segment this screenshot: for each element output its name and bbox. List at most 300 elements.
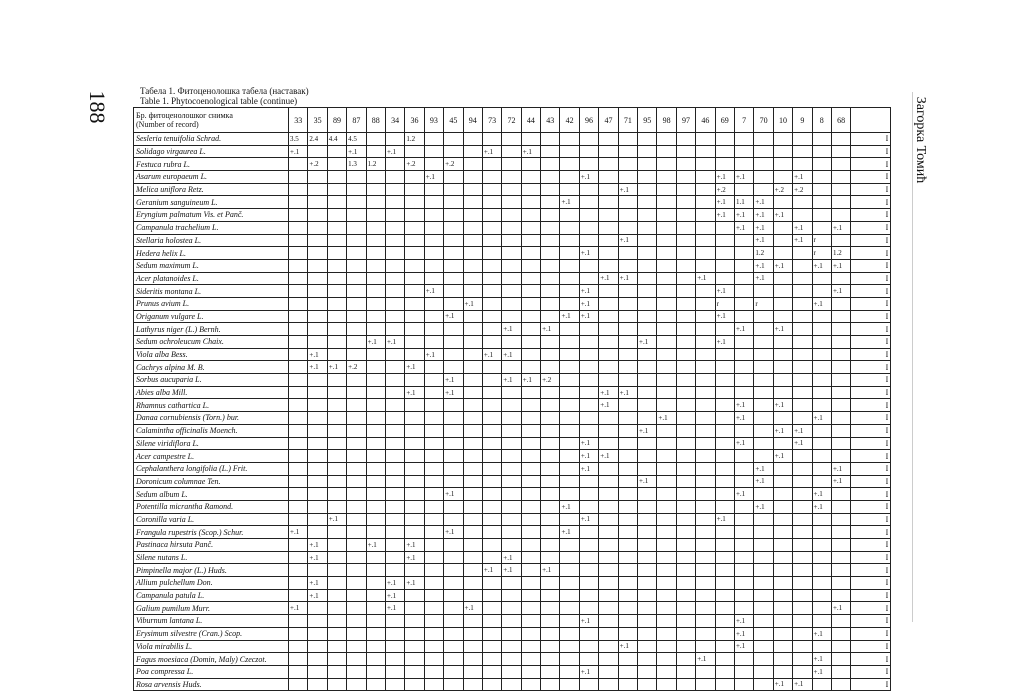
abundance-cell <box>754 183 773 196</box>
abundance-cell: +.1 <box>424 348 443 361</box>
abundance-cell <box>657 361 676 374</box>
abundance-cell <box>599 209 618 222</box>
abundance-cell: +.1 <box>502 374 521 387</box>
record-column-header: 43 <box>541 108 560 133</box>
abundance-cell: +.1 <box>541 564 560 577</box>
abundance-cell: +.1 <box>482 348 501 361</box>
abundance-cell <box>831 551 850 564</box>
abundance-cell <box>793 450 812 463</box>
abundance-cell <box>347 615 366 628</box>
abundance-cell <box>696 285 715 298</box>
abundance-cell <box>676 450 695 463</box>
abundance-cell <box>405 247 424 260</box>
abundance-cell <box>444 577 463 590</box>
abundance-cell: +.1 <box>444 386 463 399</box>
abundance-cell <box>482 412 501 425</box>
abundance-cell <box>289 577 308 590</box>
abundance-cell <box>773 602 792 615</box>
abundance-cell <box>754 348 773 361</box>
abundance-cell <box>482 424 501 437</box>
abundance-cell <box>657 488 676 501</box>
abundance-cell <box>560 323 579 336</box>
abundance-cell <box>289 361 308 374</box>
abundance-cell <box>289 234 308 247</box>
table-row <box>134 577 891 590</box>
abundance-cell <box>793 615 812 628</box>
abundance-cell <box>308 615 327 628</box>
species-name: Sesleria tenuifolia Schrad. <box>134 133 289 146</box>
abundance-cell <box>657 196 676 209</box>
abundance-cell <box>327 221 346 234</box>
species-name: Viola mirabilis L. <box>134 640 289 653</box>
abundance-cell <box>773 665 792 678</box>
abundance-cell <box>812 171 831 184</box>
abundance-cell <box>463 665 482 678</box>
abundance-cell <box>482 234 501 247</box>
abundance-cell <box>638 500 657 513</box>
abundance-cell <box>385 627 404 640</box>
abundance-cell <box>366 513 385 526</box>
abundance-cell <box>521 348 540 361</box>
abundance-cell <box>773 386 792 399</box>
abundance-cell <box>734 475 753 488</box>
abundance-cell <box>657 285 676 298</box>
abundance-cell <box>793 640 812 653</box>
abundance-cell: +.1 <box>599 272 618 285</box>
abundance-cell <box>599 424 618 437</box>
abundance-cell <box>541 247 560 260</box>
abundance-cell <box>482 171 501 184</box>
abundance-cell <box>560 158 579 171</box>
abundance-cell <box>482 209 501 222</box>
abundance-cell: +.1 <box>308 589 327 602</box>
abundance-cell <box>638 374 657 387</box>
abundance-cell <box>521 196 540 209</box>
abundance-cell <box>444 627 463 640</box>
abundance-cell <box>773 577 792 590</box>
abundance-cell <box>385 171 404 184</box>
abundance-cell <box>327 678 346 691</box>
abundance-cell <box>831 653 850 666</box>
abundance-cell <box>676 399 695 412</box>
abundance-cell <box>289 399 308 412</box>
abundance-cell <box>327 310 346 323</box>
table-row <box>134 336 891 349</box>
abundance-cell <box>579 653 598 666</box>
abundance-cell <box>773 158 792 171</box>
abundance-cell <box>444 551 463 564</box>
abundance-cell <box>327 272 346 285</box>
species-name: Hedera helix L. <box>134 247 289 260</box>
abundance-cell <box>347 374 366 387</box>
abundance-cell <box>715 348 734 361</box>
abundance-cell <box>734 145 753 158</box>
constancy-cell: I <box>851 145 891 158</box>
abundance-cell <box>638 196 657 209</box>
abundance-cell <box>482 133 501 146</box>
abundance-cell <box>424 488 443 501</box>
abundance-cell <box>521 450 540 463</box>
abundance-cell <box>308 640 327 653</box>
abundance-cell: r <box>754 297 773 310</box>
table-caption <box>140 86 309 106</box>
abundance-cell <box>366 653 385 666</box>
abundance-cell <box>424 196 443 209</box>
abundance-cell: +.1 <box>521 145 540 158</box>
abundance-cell <box>560 171 579 184</box>
abundance-cell <box>676 259 695 272</box>
abundance-cell <box>638 272 657 285</box>
caption-serbian: Табела 1. Фитоценолошка табела (наставак) <box>140 86 309 96</box>
abundance-cell <box>463 348 482 361</box>
abundance-cell <box>599 374 618 387</box>
species-name: Campanula patula L. <box>134 589 289 602</box>
abundance-cell <box>715 551 734 564</box>
abundance-cell <box>618 297 637 310</box>
abundance-cell <box>502 412 521 425</box>
abundance-cell <box>405 145 424 158</box>
abundance-cell <box>696 196 715 209</box>
abundance-cell <box>444 234 463 247</box>
abundance-cell <box>308 183 327 196</box>
abundance-cell <box>502 310 521 323</box>
abundance-cell <box>754 336 773 349</box>
abundance-cell <box>327 653 346 666</box>
abundance-cell: 1.2 <box>366 158 385 171</box>
abundance-cell <box>385 133 404 146</box>
abundance-cell <box>289 500 308 513</box>
abundance-cell <box>482 361 501 374</box>
page-number: 188 <box>85 90 110 124</box>
abundance-cell <box>541 602 560 615</box>
abundance-cell <box>638 221 657 234</box>
abundance-cell <box>541 386 560 399</box>
abundance-cell: +.1 <box>289 602 308 615</box>
abundance-cell <box>812 221 831 234</box>
abundance-cell <box>599 310 618 323</box>
abundance-cell <box>715 374 734 387</box>
abundance-cell <box>405 259 424 272</box>
abundance-cell <box>444 336 463 349</box>
abundance-cell <box>812 602 831 615</box>
abundance-cell <box>502 171 521 184</box>
abundance-cell: +.1 <box>715 336 734 349</box>
abundance-cell <box>289 336 308 349</box>
abundance-cell <box>618 399 637 412</box>
abundance-cell <box>638 133 657 146</box>
abundance-cell <box>676 488 695 501</box>
abundance-cell <box>502 285 521 298</box>
abundance-cell <box>385 539 404 552</box>
abundance-cell <box>579 526 598 539</box>
abundance-cell <box>347 500 366 513</box>
constancy-cell: I <box>851 297 891 310</box>
abundance-cell <box>327 183 346 196</box>
abundance-cell: +.1 <box>560 500 579 513</box>
abundance-cell <box>754 488 773 501</box>
abundance-cell <box>521 285 540 298</box>
abundance-cell <box>773 627 792 640</box>
abundance-cell <box>618 247 637 260</box>
abundance-cell <box>831 589 850 602</box>
abundance-cell <box>541 171 560 184</box>
abundance-cell <box>327 196 346 209</box>
abundance-cell <box>482 577 501 590</box>
abundance-cell <box>754 602 773 615</box>
abundance-cell <box>638 551 657 564</box>
abundance-cell: +.1 <box>734 209 753 222</box>
abundance-cell <box>482 513 501 526</box>
abundance-cell <box>657 145 676 158</box>
abundance-cell <box>405 526 424 539</box>
table-row <box>134 183 891 196</box>
abundance-cell <box>560 348 579 361</box>
abundance-cell <box>444 462 463 475</box>
abundance-cell <box>618 221 637 234</box>
abundance-cell: 1.3 <box>347 158 366 171</box>
abundance-cell <box>831 564 850 577</box>
abundance-cell <box>444 348 463 361</box>
abundance-cell <box>347 551 366 564</box>
abundance-cell <box>599 196 618 209</box>
abundance-cell <box>715 272 734 285</box>
abundance-cell <box>385 374 404 387</box>
abundance-cell <box>696 158 715 171</box>
abundance-cell <box>560 183 579 196</box>
abundance-cell <box>657 424 676 437</box>
table-row <box>134 602 891 615</box>
abundance-cell: +.1 <box>638 475 657 488</box>
species-name: Festuca rubra L. <box>134 158 289 171</box>
abundance-cell <box>579 209 598 222</box>
abundance-cell <box>308 526 327 539</box>
record-column-header: 94 <box>463 108 482 133</box>
abundance-cell <box>579 399 598 412</box>
abundance-cell <box>638 285 657 298</box>
abundance-cell <box>541 539 560 552</box>
abundance-cell <box>385 399 404 412</box>
abundance-cell <box>793 297 812 310</box>
abundance-cell <box>521 437 540 450</box>
abundance-cell: +.1 <box>579 462 598 475</box>
abundance-cell <box>366 450 385 463</box>
abundance-cell <box>793 665 812 678</box>
abundance-cell <box>560 297 579 310</box>
record-column-header: 34 <box>385 108 404 133</box>
abundance-cell <box>405 500 424 513</box>
abundance-cell: +.1 <box>502 551 521 564</box>
abundance-cell <box>347 589 366 602</box>
abundance-cell: +.1 <box>831 285 850 298</box>
species-name: Origanum vulgare L. <box>134 310 289 323</box>
abundance-cell <box>715 615 734 628</box>
abundance-cell <box>289 386 308 399</box>
abundance-cell <box>696 513 715 526</box>
abundance-cell <box>754 665 773 678</box>
abundance-cell: +.1 <box>638 336 657 349</box>
abundance-cell <box>696 500 715 513</box>
abundance-cell <box>560 209 579 222</box>
abundance-cell <box>308 475 327 488</box>
abundance-cell <box>657 158 676 171</box>
abundance-cell <box>541 361 560 374</box>
abundance-cell: +.1 <box>579 513 598 526</box>
abundance-cell <box>289 259 308 272</box>
abundance-cell <box>463 323 482 336</box>
record-column-header: 87 <box>347 108 366 133</box>
abundance-cell <box>521 500 540 513</box>
abundance-cell <box>696 450 715 463</box>
species-name: Prunus avium L. <box>134 297 289 310</box>
abundance-cell <box>366 361 385 374</box>
constancy-cell: I <box>851 615 891 628</box>
abundance-cell <box>754 412 773 425</box>
abundance-cell <box>696 462 715 475</box>
abundance-cell <box>715 247 734 260</box>
abundance-cell <box>812 145 831 158</box>
abundance-cell <box>405 196 424 209</box>
abundance-cell <box>676 539 695 552</box>
abundance-cell <box>347 272 366 285</box>
abundance-cell <box>308 171 327 184</box>
abundance-cell <box>599 437 618 450</box>
abundance-cell <box>405 209 424 222</box>
abundance-cell <box>676 437 695 450</box>
constancy-cell: I <box>851 577 891 590</box>
constancy-cell: I <box>851 310 891 323</box>
abundance-cell <box>599 145 618 158</box>
abundance-cell <box>308 221 327 234</box>
abundance-cell <box>366 310 385 323</box>
abundance-cell <box>347 399 366 412</box>
abundance-cell <box>444 564 463 577</box>
abundance-cell <box>521 323 540 336</box>
constancy-cell: I <box>851 323 891 336</box>
species-name: Sideritis montana L. <box>134 285 289 298</box>
abundance-cell <box>579 424 598 437</box>
abundance-cell <box>560 462 579 475</box>
abundance-cell <box>502 615 521 628</box>
abundance-cell <box>424 640 443 653</box>
abundance-cell <box>638 450 657 463</box>
abundance-cell <box>618 323 637 336</box>
abundance-cell <box>676 183 695 196</box>
constancy-cell: I <box>851 653 891 666</box>
abundance-cell <box>793 285 812 298</box>
abundance-cell <box>347 513 366 526</box>
record-column-header: 44 <box>521 108 540 133</box>
abundance-cell <box>657 386 676 399</box>
abundance-cell <box>521 259 540 272</box>
abundance-cell <box>638 526 657 539</box>
abundance-cell <box>327 450 346 463</box>
abundance-cell <box>579 386 598 399</box>
abundance-cell <box>831 412 850 425</box>
abundance-cell <box>618 513 637 526</box>
record-column-header: 71 <box>618 108 637 133</box>
constancy-cell: I <box>851 133 891 146</box>
abundance-cell <box>347 259 366 272</box>
abundance-cell <box>289 462 308 475</box>
abundance-cell <box>638 259 657 272</box>
abundance-cell <box>347 653 366 666</box>
abundance-cell <box>696 488 715 501</box>
abundance-cell <box>521 247 540 260</box>
species-name: Poa compressa L. <box>134 665 289 678</box>
abundance-cell <box>289 247 308 260</box>
abundance-cell <box>463 577 482 590</box>
abundance-cell <box>347 602 366 615</box>
abundance-cell <box>793 526 812 539</box>
abundance-cell <box>831 133 850 146</box>
abundance-cell <box>696 615 715 628</box>
abundance-cell <box>289 564 308 577</box>
constancy-cell: I <box>851 272 891 285</box>
abundance-cell <box>793 259 812 272</box>
abundance-cell <box>444 475 463 488</box>
abundance-cell <box>347 424 366 437</box>
abundance-cell <box>347 171 366 184</box>
abundance-cell <box>831 577 850 590</box>
abundance-cell: +.1 <box>812 412 831 425</box>
table-header-row <box>134 108 891 133</box>
abundance-cell <box>657 221 676 234</box>
constancy-cell: I <box>851 424 891 437</box>
abundance-cell <box>773 475 792 488</box>
abundance-cell <box>347 234 366 247</box>
abundance-cell <box>773 133 792 146</box>
abundance-cell <box>560 551 579 564</box>
abundance-cell <box>289 539 308 552</box>
abundance-cell <box>444 678 463 691</box>
abundance-cell <box>463 488 482 501</box>
constancy-cell: I <box>851 361 891 374</box>
abundance-cell <box>424 259 443 272</box>
abundance-cell <box>618 551 637 564</box>
abundance-cell <box>638 171 657 184</box>
abundance-cell <box>618 615 637 628</box>
abundance-cell <box>289 627 308 640</box>
abundance-cell: +.1 <box>715 285 734 298</box>
abundance-cell <box>696 171 715 184</box>
constancy-cell: I <box>851 589 891 602</box>
abundance-cell <box>696 386 715 399</box>
abundance-cell: +.1 <box>579 450 598 463</box>
abundance-cell <box>560 678 579 691</box>
abundance-cell <box>405 310 424 323</box>
record-column-header: 97 <box>676 108 695 133</box>
abundance-cell <box>308 386 327 399</box>
abundance-cell <box>793 196 812 209</box>
abundance-cell <box>424 500 443 513</box>
abundance-cell <box>812 475 831 488</box>
abundance-cell <box>734 653 753 666</box>
abundance-cell: +.1 <box>696 653 715 666</box>
abundance-cell <box>618 437 637 450</box>
abundance-cell <box>812 615 831 628</box>
abundance-cell <box>696 640 715 653</box>
abundance-cell <box>502 145 521 158</box>
abundance-cell <box>502 183 521 196</box>
abundance-cell <box>831 450 850 463</box>
abundance-cell <box>444 323 463 336</box>
record-column-header: 70 <box>754 108 773 133</box>
abundance-cell: +.1 <box>831 475 850 488</box>
abundance-cell <box>482 158 501 171</box>
abundance-cell <box>463 627 482 640</box>
abundance-cell <box>463 412 482 425</box>
abundance-cell: +.1 <box>734 323 753 336</box>
